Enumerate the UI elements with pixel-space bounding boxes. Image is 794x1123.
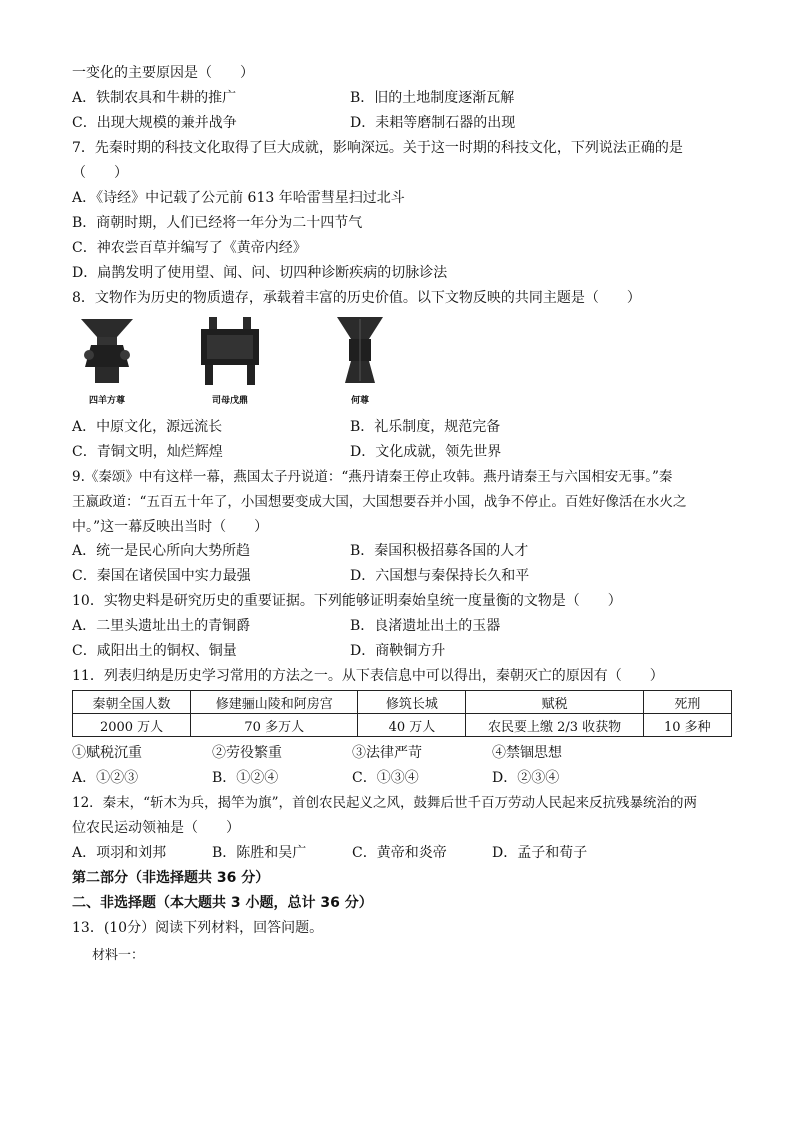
q9-option-a: A．统一是民心所向大势所趋 (72, 543, 251, 559)
artifact-simuwu-ding (190, 315, 270, 406)
q11-option-c: C．①③④ (352, 770, 419, 786)
table-cell: 70 多万人 (191, 714, 358, 737)
q9-option-b: B．秦国积极招募各国的人才 (350, 543, 529, 559)
q10-option-d: D．商鞅铜方升 (350, 643, 446, 659)
q8-option-c: C．青铜文明，灿烂辉煌 (72, 444, 223, 460)
q9-option-c: C．秦国在诸侯国中实力最强 (72, 568, 251, 584)
q12-line-1: 12．秦末，“斩木为兵，揭竿为旗”，首创农民起义之风，鼓舞后世千百万劳动人民起来反抗残暴统治的两 (72, 795, 697, 811)
q10-option-a: A．二里头遗址出土的青铜爵 (72, 618, 251, 634)
q9-line-3: 中。”这一幕反映出当时（ ） (72, 519, 269, 535)
ding-image (195, 315, 265, 387)
q11-stem: 11．列表归纳是历史学习常用的方法之一。从下表信息中可以得出，秦朝灭亡的原因有（ ） (72, 668, 664, 684)
q12-option-d: D．孟子和荀子 (492, 845, 588, 861)
table-header-cell: 修筑长城 (358, 691, 466, 714)
hezun-caption: 何尊 (350, 396, 369, 406)
q12-option-a: A．项羽和刘邦 (72, 845, 167, 861)
q8-option-a: A．中原文化，源远流长 (72, 419, 223, 435)
q10-option-c: C．咸阳出土的铜权、铜量 (72, 643, 237, 659)
q7-option-d: D．扁鹊发明了使用望、闻、问、切四种诊断疾病的切脉诊法 (72, 265, 448, 281)
q10-option-b: B．良渚遗址出土的玉器 (350, 618, 501, 634)
table-row (73, 714, 732, 737)
q7-option-c: C．神农尝百草并编写了《黄帝内经》 (72, 240, 307, 256)
q6-stem-tail: 一变化的主要原因是（ ） (72, 65, 254, 81)
table-header-cell: 修建骊山陵和阿房宫 (191, 691, 358, 714)
q7-stem: 7．先秦时期的科技文化取得了巨大成就，影响深远。关于这一时期的科技文化，下列说法正确的是 (72, 140, 683, 156)
q8-stem: 8．文物作为历史的物质遗存，承载着丰富的历史价值。以下文物反映的共同主题是（ ） (72, 290, 641, 306)
q11-item-1: ①赋税沉重 (72, 745, 142, 761)
q11-item-2: ②劳役繁重 (212, 745, 282, 761)
table-header-cell: 秦朝全国人数 (73, 691, 191, 714)
q11-item-4: ④禁锢思想 (492, 745, 562, 761)
artifact-hezun (325, 315, 395, 406)
q7-option-a: A．《诗经》中记载了公元前 613 年哈雷彗星扫过北斗 (72, 190, 405, 206)
artifact-siyang-fangzun (72, 315, 142, 406)
q9-line-1: 9.《秦颂》中有这样一幕，燕国太子丹说道：“燕丹请秦王停止攻韩。燕丹请秦王与六国相安无事。”秦 (72, 469, 673, 485)
table-cell: 农民要上缴 2/3 收获物 (466, 714, 643, 737)
table-cell: 40 万人 (358, 714, 466, 737)
qin-data-table (72, 690, 732, 737)
q13-material-label: 材料一： (92, 948, 145, 963)
q12-option-b: B．陈胜和吴广 (212, 845, 307, 861)
q7-option-b: B．商朝时期，人们已经将一年分为二十四节气 (72, 215, 363, 231)
ding-caption: 司母戊鼎 (211, 396, 248, 406)
part2-title: 第二部分（非选择题共 36 分） (72, 870, 270, 886)
part2-section-heading: 二、非选择题（本大题共 3 小题，总计 36 分） (72, 895, 373, 911)
q11-option-d: D．②③④ (492, 770, 560, 786)
fangzun-caption: 四羊方尊 (88, 396, 125, 406)
q12-option-c: C．黄帝和炎帝 (352, 845, 447, 861)
table-cell: 10 多种 (643, 714, 731, 737)
table-header-cell: 死刑 (643, 691, 731, 714)
table-cell: 2000 万人 (73, 714, 191, 737)
q10-stem: 10．实物史料是研究历史的重要证据。下列能够证明秦始皇统一度量衡的文物是（ ） (72, 593, 622, 609)
q12-line-2: 位农民运动领袖是（ ） (72, 820, 240, 836)
q6-option-b: B．旧的土地制度逐渐瓦解 (350, 90, 515, 106)
q13-stem: 13．(10分）阅读下列材料，回答问题。 (72, 920, 324, 936)
q7-paren: （ ） (72, 165, 128, 181)
q9-line-2: 王嬴政道：“五百五十年了，小国想要变成大国，大国想要吞并小国，战争不停止。百姓好像活在水火之 (72, 494, 687, 510)
q11-option-b: B．①②④ (212, 770, 279, 786)
fangzun-image (77, 315, 137, 387)
table-header-cell: 赋税 (466, 691, 643, 714)
q6-option-a: A．铁制农具和牛耕的推广 (72, 90, 237, 106)
q9-option-d: D．六国想与秦保持长久和平 (350, 568, 530, 584)
q11-item-3: ③法律严苛 (352, 745, 422, 761)
hezun-image (335, 315, 385, 387)
q8-option-d: D．文化成就，领先世界 (350, 444, 502, 460)
q6-option-d: D．耒耜等磨制石器的出现 (350, 115, 516, 131)
q8-option-b: B．礼乐制度，规范完备 (350, 419, 501, 435)
q11-option-a: A．①②③ (72, 770, 139, 786)
table-header-row (73, 691, 732, 714)
q6-option-c: C．出现大规模的兼并战争 (72, 115, 237, 131)
